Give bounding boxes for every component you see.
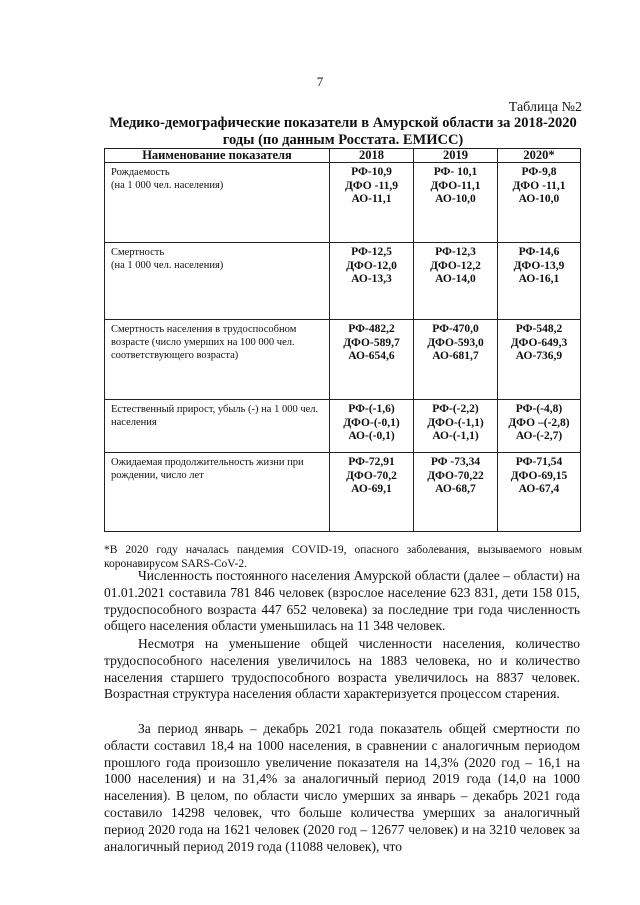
value-line: РФ-12,5 [351, 246, 392, 258]
value-line: АО-67,4 [518, 483, 560, 495]
value-line: ДФО-593,0 [427, 336, 484, 349]
value-cell-2020 [498, 400, 581, 453]
value-line: ДФО-70,22 [427, 469, 484, 482]
table-row [105, 243, 581, 320]
value-line: АО-(-1,1) [432, 430, 479, 442]
value-line: АО-10,0 [518, 193, 560, 205]
table-label: Таблица №2 [508, 100, 582, 115]
value-line: РФ-482,2 [348, 323, 395, 335]
value-cell-2019 [414, 320, 498, 400]
value-line: ДФО -11,1 [512, 179, 566, 192]
table-footnote: *В 2020 году началась пандемия COVID-19, опасного заболевания, вызываемого новым коронавирусом SARS-CoV-2. [104, 544, 582, 570]
paragraph-population: Численность постоянного населения Амурской области (далее – области) на 01.01.2021 составила 781 846 человек (взрослое население 623 831, дети 158 015, трудоспособного возраста 447 652 человека) за последние три года численность общего населения области уменьшилась на 11 348 человек. [104, 568, 580, 634]
indicator-cell [105, 320, 330, 400]
paragraph-working-age: Несмотря на уменьшение общей численности населения, количество трудоспособного населения увеличилось на 1883 человека, но и количество населения старшего трудоспособного возраста увеличилось на 8837 человек. Возрастная структура населения области характеризуется процессом старения. [104, 636, 580, 702]
value-cell-2018 [330, 243, 414, 320]
value-cell-2020 [498, 453, 581, 532]
value-line: АО-736,9 [515, 350, 563, 362]
value-cell-2018 [330, 320, 414, 400]
indicator-cell [105, 163, 330, 243]
indicator-text: Смертность [111, 247, 165, 258]
indicator-text: Ожидаемая продолжительность жизни при рождении, число лет [111, 457, 304, 481]
value-line: ДФО-11,1 [430, 179, 481, 192]
value-line: РФ-(-2,2) [432, 403, 479, 415]
value-cell-2018 [330, 453, 414, 532]
indicator-text: Смертность населения в трудоспособном возрасте (число умерших на 100 000 чел. соответствующего возраста) [111, 324, 297, 361]
value-line: РФ-470,0 [432, 323, 479, 335]
indicator-cell [105, 453, 330, 532]
value-line: ДФО-649,3 [510, 336, 568, 349]
value-line: РФ-10,9 [351, 166, 392, 178]
value-line: РФ-14,6 [518, 246, 560, 258]
value-cell-2020 [498, 320, 581, 400]
header-indicator: Наименование показателя [105, 149, 330, 163]
value-line: АО-654,6 [348, 350, 395, 362]
value-cell-2020 [498, 163, 581, 243]
value-line: ДФО -11,9 [345, 179, 398, 192]
value-line: ДФО-12,0 [346, 259, 397, 272]
value-line: ДФО –(-2,8) [508, 416, 570, 429]
paragraph-mortality: За период январь – декабрь 2021 года показатель общей смертности по области составил 18,4 на 1000 населения, в сравнении с аналогичным периодом прошлого года произошло увеличение показателя на 14,3% (2020 год – 16,1 на 1000 населения) и на 31,4% за аналогичный период 2019 года (14,0 на 1000 населения). В целом, по области число умерших за январь – декабрь 2021 года составило 14298 человек, что больше количества умерших за аналогичный период 2020 года на 1621 человек (2020 год – 12677 человек) и на 3210 человек за аналогичный период 2019 года (11088 человек), что [104, 721, 580, 854]
indicator-text: Рождаемость [111, 167, 170, 178]
value-cell-2019 [414, 453, 498, 532]
indicator-cell [105, 243, 330, 320]
value-line: РФ- 10,1 [433, 166, 478, 178]
table-title: Медико-демографические показатели в Амурской области за 2018-2020 годы (по данным Росстата. ЕМИСС) [109, 115, 577, 148]
value-line: АО-68,7 [435, 483, 476, 495]
indicators-table [104, 148, 581, 532]
value-line: РФ-(-1,6) [348, 403, 395, 415]
value-cell-2020 [498, 243, 581, 320]
value-line: ДФО-69,15 [510, 469, 568, 482]
header-2019: 2019 [414, 149, 498, 163]
value-line: ДФО-589,7 [343, 336, 400, 349]
value-line: АО-13,3 [351, 273, 392, 285]
value-cell-2018 [330, 163, 414, 243]
value-line: ДФО-12,2 [430, 259, 481, 272]
value-line: РФ-72,91 [348, 456, 395, 468]
value-line: РФ-12,3 [435, 246, 476, 258]
value-line: ДФО-(-0,1) [343, 416, 400, 429]
value-line: РФ-9,8 [521, 166, 557, 178]
indicator-text: (на 1 000 чел. населения) [111, 260, 224, 271]
table-row [105, 163, 581, 243]
value-line: АО-14,0 [435, 273, 476, 285]
header-2020: 2020* [498, 149, 581, 163]
value-line: РФ-(-4,8) [515, 403, 563, 415]
table-row [105, 320, 581, 400]
indicator-text: Естественный прирост, убыль (-) на 1 000 чел. населения [111, 404, 319, 428]
header-2018: 2018 [330, 149, 414, 163]
page-number: 7 [316, 74, 324, 89]
value-line: АО-(-2,7) [515, 430, 563, 442]
value-line: РФ-71,54 [515, 456, 563, 468]
value-line: АО-(-0,1) [348, 430, 395, 442]
indicator-cell [105, 400, 330, 453]
value-line: АО-16,1 [518, 273, 560, 285]
value-line: РФ-548,2 [515, 323, 563, 335]
value-line: АО-11,1 [351, 193, 392, 205]
table-row [105, 400, 581, 453]
value-line: РФ -73,34 [430, 456, 481, 468]
value-line: АО-69,1 [351, 483, 392, 495]
value-cell-2019 [414, 243, 498, 320]
value-cell-2018 [330, 400, 414, 453]
value-line: ДФО-13,9 [513, 259, 565, 272]
value-cell-2019 [414, 163, 498, 243]
value-line: АО-681,7 [432, 350, 479, 362]
value-line: ДФО-70,2 [346, 469, 397, 482]
value-cell-2019 [414, 400, 498, 453]
table-row [105, 453, 581, 532]
value-line: АО-10,0 [435, 193, 476, 205]
table-header-row [105, 149, 581, 163]
value-line: ДФО-(-1,1) [427, 416, 484, 429]
indicator-text: (на 1 000 чел. населения) [111, 180, 224, 191]
